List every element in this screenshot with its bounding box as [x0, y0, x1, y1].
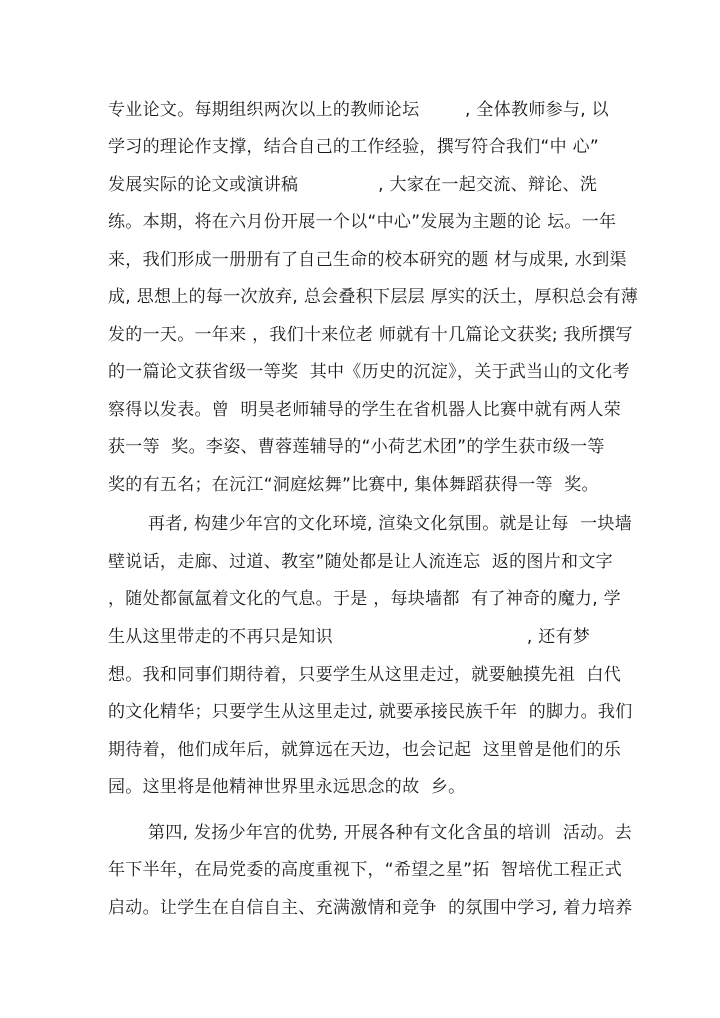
text-line: 启动。让学生在自信自主、充满激情和竞争 的氛围中学习, 着力培养 [108, 898, 633, 918]
text-line: 获一等 奖。李姿、曹蓉莲辅导的“小荷艺术团”的学生获市级一等 [108, 437, 605, 457]
text-line: 练。本期，将在六月份开展一个以“中心”发展为主题的论 坛。一年 [108, 212, 617, 232]
text-line: 的文化精华；只要学生从这里走过, 就要承接民族千年 的脚力。我们 [108, 702, 633, 722]
text-line: 生从这里带走的不再只是知识 , 还有梦 [108, 627, 591, 647]
text-line: 的一篇论文获省级一等奖 其中《历史的沉淀》，关于武当山的文化考 [108, 362, 630, 382]
text-line: 年下半年，在局党委的高度重视下，“希望之星”拓 智培优工程正式 [108, 860, 623, 880]
text-line: 来，我们形成一册册有了自己生命的校本研究的题 材与成果, 水到渠 [108, 250, 627, 270]
paragraph-first-line: 第四, 发扬少年宫的优势, 开展各种有文化含虽的培训 活动。去 [148, 823, 633, 843]
text-line: 园。这里将是他精神世界里永远思念的故 乡。 [108, 777, 466, 797]
text-line: 专业论文。每期组织两次以上的教师论坛 , 全体教师参与, 以 [108, 100, 609, 120]
text-line: 察得以发表。曾 明昊老师辅导的学生在省机器人比赛中就有两人荣 [108, 400, 622, 420]
text-line: 奖的有五名；在沅江“洞庭炫舞”比赛中, 集体舞蹈获得一等 奖。 [108, 475, 599, 495]
text-line: 想。我和同事们期待着，只要学生从这里走过，就要触摸先祖 白代 [108, 665, 622, 685]
text-line: 期待着，他们成年后，就算远在天边，也会记起 这里曾是他们的乐 [108, 740, 622, 760]
paragraph-first-line: 再者, 构建少年宫的文化环境, 渲染文化氛围。就是让每 一块墙 [148, 514, 633, 534]
text-line: 发展实际的论文或演讲稿 , 大家在一起交流、辩论、洗 [108, 175, 598, 195]
text-line: 壁说话，走廊、过道、教室”随处都是让人流连忘 返的图片和文字 [108, 552, 613, 572]
text-line: 学习的理论作支撑，结合自己的工作经验，撰写符合我们“中 心” [108, 137, 600, 157]
text-line: 发的一天。一年来 ，我们十来位老 师就有十几篇论文获奖; 我所撰写 [108, 325, 633, 345]
text-line: ，随处都氤氲着文化的气息。于是 ，每块墙都 有了神奇的魔力, 学 [108, 589, 621, 609]
text-line: 成, 思想上的每一次放弃, 总会叠积下层层 厚实的沃土，厚积总会有薄 [108, 287, 639, 307]
